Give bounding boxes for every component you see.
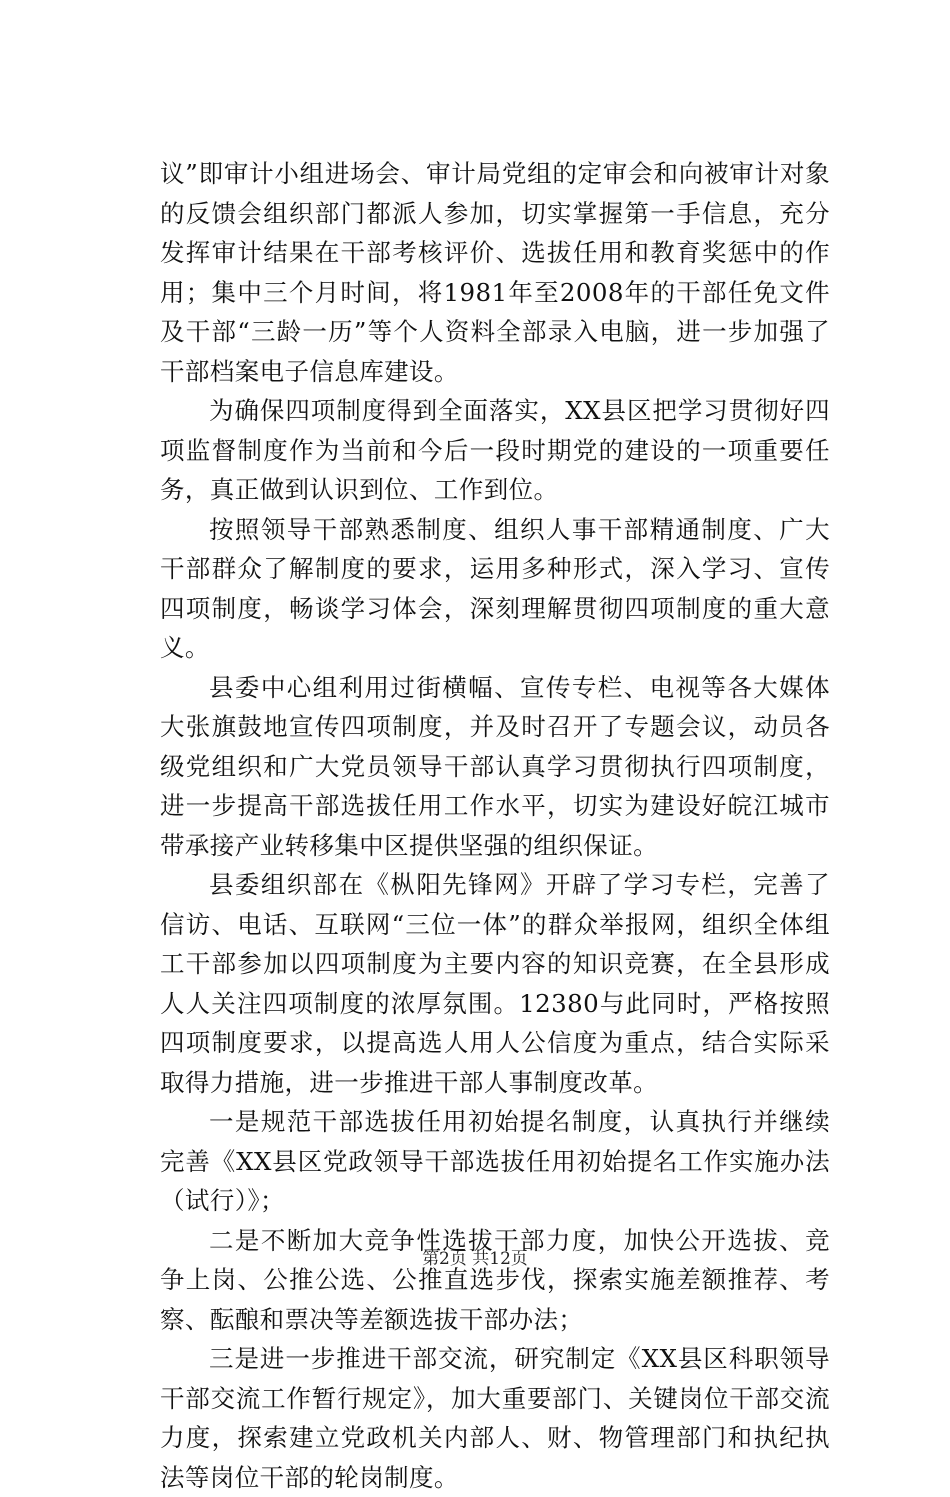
paragraph: 县委中心组利用过街横幅、宣传专栏、电视等各大媒体大张旗鼓地宣传四项制度，并及时召开了专题会议，动员各级党组织和广大党员领导干部认真学习贯彻执行四项制度，进一步提高干部选拔任用工作水平，切实为建设好皖江城市带承接产业转移集中区提供坚强的组织保证。: [160, 672, 830, 860]
paragraph: 县委组织部在《枞阳先锋网》开辟了学习专栏，完善了信访、电话、互联网“三位一体”的群众举报网，组织全体组工干部参加以四项制度为主要内容的知识竞赛，在全县形成人人关注四项制度的浓厚氛围。12380与此同时，严格按照四项制度要求，以提高选人用人公信度为重点，结合实际采取得力措施，进一步推进干部人事制度改革。: [160, 870, 830, 1097]
paragraph: 为确保四项制度得到全面落实，XX县区把学习贯彻好四项监督制度作为当前和今后一段时期党的建设的一项重要任务，真正做到认识到位、工作到位。: [160, 396, 830, 504]
paragraph: 三是进一步推进干部交流，研究制定《XX县区科职领导干部交流工作暂行规定》，加大重要部门、关键岗位干部交流力度，探索建立党政机关内部人、财、物管理部门和执纪执法等岗位干部的轮岗制度。: [160, 1344, 830, 1492]
paragraph: 一是规范干部选拔任用初始提名制度，认真执行并继续完善《XX县区党政领导干部选拔任用初始提名工作实施办法（试行）》；: [160, 1107, 830, 1215]
page-footer: 第2页 共12页: [422, 1249, 528, 1269]
document-body: [160, 154, 830, 1497]
paragraph: 按照领导干部熟悉制度、组织人事干部精通制度、广大干部群众了解制度的要求，运用多种形式，深入学习、宣传四项制度，畅谈学习体会，深刻理解贯彻四项制度的重大意义。: [160, 514, 830, 662]
paragraph: 议”即审计小组进场会、审计局党组的定审会和向被审计对象的反馈会组织部门都派人参加，切实掌握第一手信息，充分发挥审计结果在干部考核评价、选拔任用和教育奖惩中的作用；集中三个月时间，将1981年至2008年的干部任免文件及干部“三龄一历”等个人资料全部录入电脑，进一步加强了干部档案电子信息库建设。: [160, 159, 830, 386]
paragraph: 二是不断加大竞争性选拔干部力度，加快公开选拔、竞争上岗、公推公选、公推直选步伐，探索实施差额推荐、考察、酝酿和票决等差额选拔干部办法；: [160, 1225, 830, 1334]
